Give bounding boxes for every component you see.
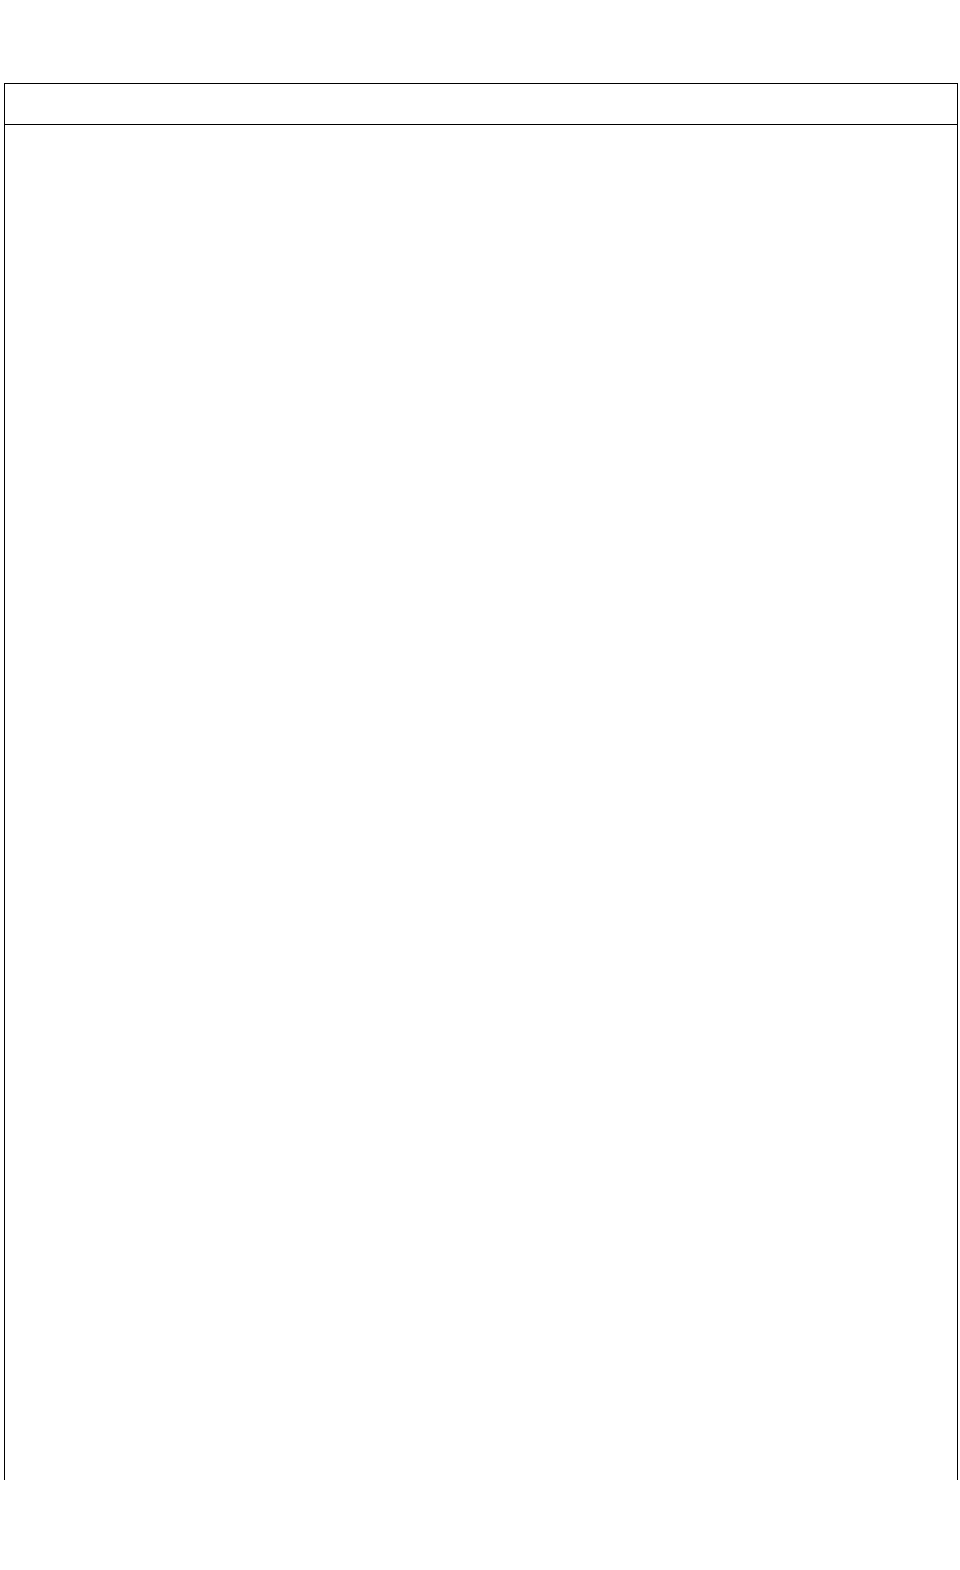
cost-estimate-table [4, 83, 958, 1480]
table-header [5, 84, 957, 125]
